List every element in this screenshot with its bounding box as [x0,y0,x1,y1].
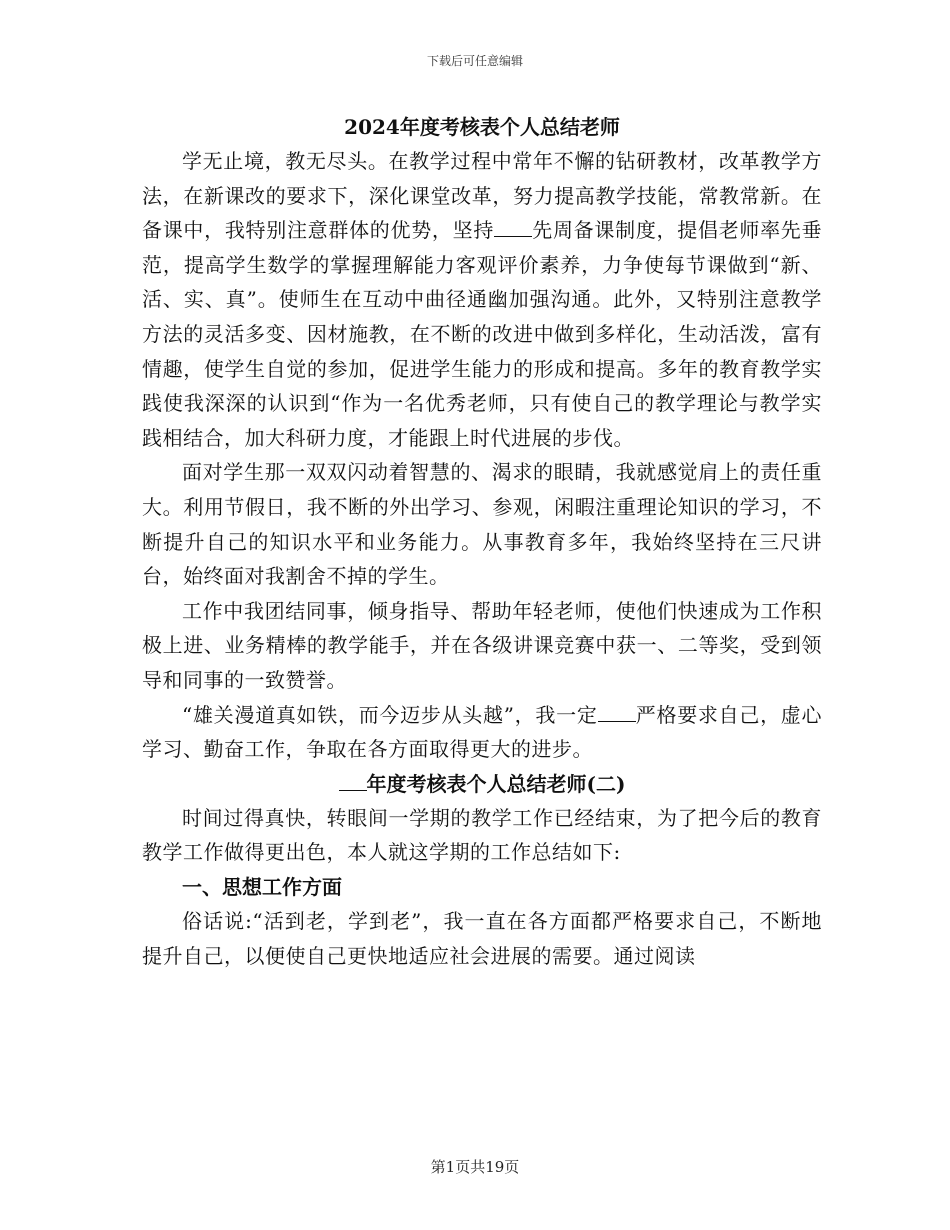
section-title-2-text: 年度考核表个人总结老师(二) [366,771,626,796]
paragraph-2: 面对学生那一双双闪动着智慧的、渴求的眼睛，我就感觉肩上的责任重大。利用节假日，我不断的外出学习、参观，闲暇注重理论知识的学习，不断提升自己的知识水平和业务能力。从事教育多年，我始终坚持在三尺讲台，始终面对我割舍不掉的学生。 [142,460,822,589]
paragraph-5: 时间过得真快，转眼间一学期的教学工作已经结束，为了把今后的教育教学工作做得更出色，本人就这学期的工作总结如下: [142,805,822,865]
paragraph-3: 工作中我团结同事，倾身指导、帮助年轻老师，使他们快速成为工作积极上进、业务精棒的教学能手，并在各级讲课竞赛中获一、二等奖，受到领导和同事的一致赞誉。 [142,598,822,692]
page-footer: 第1页共19页 [430,1158,520,1176]
section-heading-1: 一、思想工作方面 [182,874,342,899]
title-fill-blank [339,772,367,791]
fill-blank [598,703,636,722]
paragraph-4-text-b: 严格要求自己，虚心学习、勤奋工作，争取在各方面取得更大的进步。 [142,702,823,762]
paragraph-6: 俗话说:“活到老，学到老”，我一直在各方面都严格要求自己，不断地提升自己，以便使自己更快地适应社会进展的需要。通过阅读 [142,909,822,969]
paragraph-4 [142,698,822,767]
document-body [142,110,822,974]
header-note: 下载后可任意编辑 [426,54,523,68]
section-title-2 [142,767,822,801]
paragraph-1-text-a: 学无止境，教无尽头。在教学过程中常年不懈的钻研教材，改革教学方法，在新课改的要求下，深化课堂改革，努力提高教学技能，常教常新。在备课中，我特别注意群体的优势，坚持 [142,149,822,243]
document-title: 2024年度考核表个人总结老师 [344,115,620,139]
fill-blank [494,218,532,237]
paragraph-1 [142,144,822,455]
paragraph-1-text-b: 先周备课制度，提倡老师率先垂范，提高学生数学的掌握理解能力客观评价素养，力争使每节课做到“新、活、实、真”。使师生在互动中曲径通幽加强沟通。此外，又特别注意教学方法的灵活多变、因材施教，在不断的改进中做到多样化，生动活泼，富有情趣，使学生自觉的参加，促进学生能力的形成和提高。多年的教育教学实践使我深深的认识到“作为一名优秀老师，只有使自己的教学理论与教学实践相结合，加大科研力度，才能跟上时代进展的步伐。 [142,218,823,450]
paragraph-4-text-a: “雄关漫道真如铁，而今迈步从头越”，我一定 [182,702,598,727]
